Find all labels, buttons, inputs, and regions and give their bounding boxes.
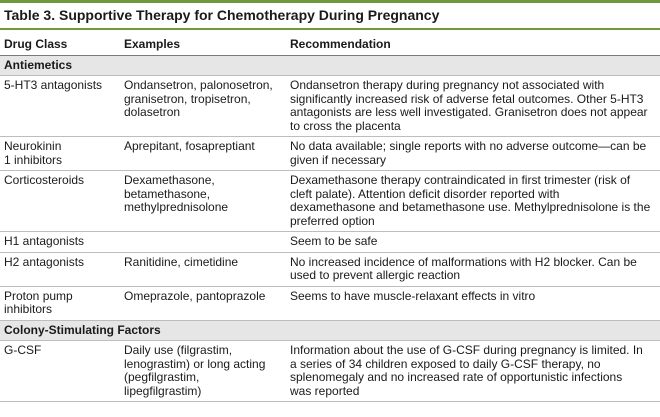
cell-line: splenomegaly and no increased rate of opportunistic infections	[290, 370, 623, 384]
cell-line: to cross the placenta	[290, 118, 401, 133]
section-label: Antiemetics	[0, 55, 660, 76]
cell-line: Neurokinin	[4, 139, 62, 153]
table-row	[0, 252, 660, 286]
supportive-therapy-table	[0, 30, 660, 402]
recommendation-cell	[286, 171, 660, 232]
drug-class-cell	[0, 171, 120, 232]
cell-line: dolasetron	[124, 105, 181, 119]
cell-line: Dexamethasone,	[124, 173, 215, 187]
cell-line: No increased incidence of malformations with H2 blocker. Can be	[290, 254, 637, 269]
examples-cell	[120, 341, 286, 402]
cell-line: Ondansetron therapy during pregnancy not associated with	[290, 78, 605, 92]
cell-line: 1 inhibitors	[4, 152, 63, 167]
section-label: Colony-Stimulating Factors	[0, 320, 660, 341]
cell-line: Aprepitant, fosapreptiant	[124, 139, 255, 153]
cell-line: significantly increased risk of adverse fetal outcomes. Other 5-HT3	[290, 91, 644, 106]
cell-line: 5-HT3 antagonists	[4, 78, 103, 92]
cell-line: Ondansetron, palonosetron,	[124, 78, 273, 92]
recommendation-cell	[286, 252, 660, 286]
cell-line: granisetron, tropisetron,	[124, 91, 251, 106]
cell-line: H1 antagonists	[4, 234, 85, 248]
header-row	[0, 30, 660, 55]
drug-class-cell	[0, 341, 120, 402]
table-row	[0, 171, 660, 232]
table-row	[0, 76, 660, 137]
top-accent-bar	[0, 0, 660, 3]
cell-line: lenograstim) or long acting	[124, 356, 266, 371]
cell-line: Information about the use of G-CSF during pregnancy is limited. In	[290, 343, 643, 357]
examples-cell	[120, 286, 286, 320]
header-drug-class: Drug Class	[0, 30, 120, 55]
cell-line: inhibitors	[4, 302, 53, 316]
recommendation-cell	[286, 286, 660, 320]
cell-line: Ranitidine, cimetidine	[124, 254, 239, 269]
cell-line: antagonists are less well investigated. Granisetron does not appear	[290, 105, 648, 119]
examples-cell	[120, 137, 286, 171]
table-row	[0, 137, 660, 171]
cell-line: cleft palate). Attention deficit disorder reported with	[290, 186, 560, 201]
cell-line: used to prevent allergic reaction	[290, 268, 461, 282]
cell-line: No data available; single reports with no adverse outcome—can be	[290, 139, 647, 153]
examples-cell	[120, 252, 286, 286]
cell-line: Proton pump	[4, 288, 73, 303]
section-row-colony-stimulating-factors	[0, 320, 660, 341]
examples-cell	[120, 171, 286, 232]
cell-line: given if necessary	[290, 152, 387, 167]
cell-line: Dexamethasone therapy contraindicated in first trimester (risk of	[290, 173, 631, 187]
cell-line: dexamethasone and betamethasone use. Methylprednisolone is the	[290, 200, 651, 214]
examples-cell	[120, 76, 286, 137]
drug-class-cell	[0, 76, 120, 137]
cell-line: betamethasone,	[124, 186, 211, 201]
recommendation-cell	[286, 137, 660, 171]
cell-line: was reported	[290, 383, 360, 398]
header-recommendation: Recommendation	[286, 30, 660, 55]
drug-class-cell	[0, 232, 120, 253]
section-row-antiemetics	[0, 55, 660, 76]
cell-line: a series of 34 children exposed to daily G-CSF therapy, no	[290, 356, 601, 371]
cell-line: Daily use (filgrastim,	[124, 343, 233, 357]
cell-line: Seem to be safe	[290, 234, 378, 248]
cell-line: (pegfilgrastim,	[124, 370, 200, 384]
drug-class-cell	[0, 252, 120, 286]
table-row	[0, 341, 660, 402]
recommendation-cell	[286, 232, 660, 253]
examples-cell	[120, 232, 286, 253]
cell-line: methylprednisolone	[124, 200, 229, 214]
cell-line: lipegfilgrastim)	[124, 383, 202, 398]
table-title: Table 3. Supportive Therapy for Chemotherapy During Pregnancy	[4, 7, 440, 23]
drug-class-cell	[0, 286, 120, 320]
cell-line: preferred option	[290, 213, 375, 228]
drug-class-cell	[0, 137, 120, 171]
table-row	[0, 232, 660, 253]
cell-line: Seems to have muscle-relaxant effects in vitro	[290, 288, 536, 303]
header-examples: Examples	[120, 30, 286, 55]
table-row	[0, 286, 660, 320]
cell-line: G-CSF	[4, 343, 42, 357]
cell-line: Omeprazole, pantoprazole	[124, 288, 266, 303]
recommendation-cell	[286, 341, 660, 402]
recommendation-cell	[286, 76, 660, 137]
cell-line: Corticosteroids	[4, 173, 85, 187]
cell-line: H2 antagonists	[4, 254, 85, 269]
